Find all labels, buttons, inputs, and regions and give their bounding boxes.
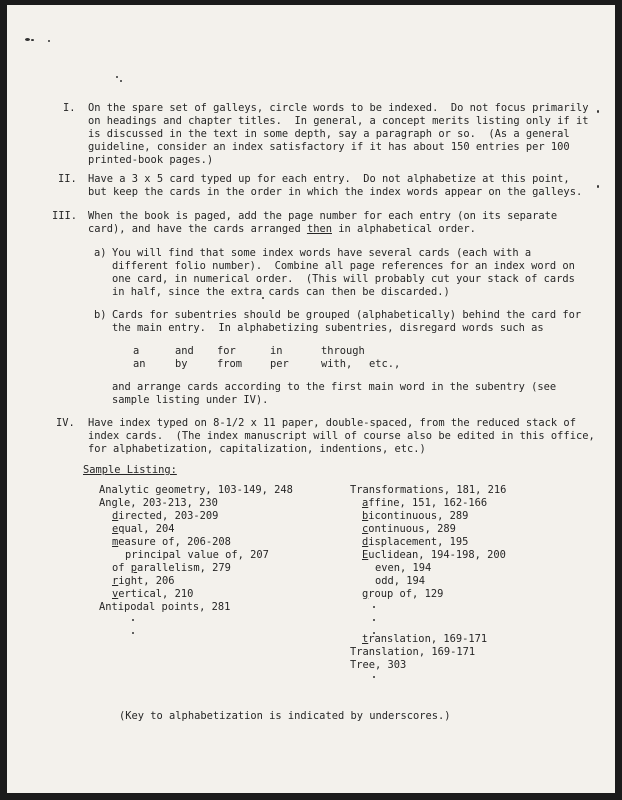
item-3-line: [88, 223, 476, 236]
document-page: [7, 5, 615, 793]
index-subentry: [362, 497, 487, 510]
entry-text: even, 194: [375, 562, 432, 574]
entry-text: ight, 206: [118, 575, 175, 587]
subitem-a-line: You will find that some index words have several cards (each with a: [112, 247, 532, 259]
item-numeral: I.: [63, 102, 76, 114]
scan-speck: [116, 76, 118, 78]
index-subentry: [362, 523, 456, 536]
sort-key: a: [362, 497, 369, 509]
index-subentry: [362, 536, 468, 549]
disregard-word: for: [217, 345, 236, 357]
item-1-line: is discussed in the text in some depth, say a paragraph or so. (As a general: [88, 128, 570, 140]
scan-speck: [31, 39, 34, 41]
footer-note: (Key to alphabetization is indicated by underscores.): [119, 710, 451, 722]
disregard-word: etc.,: [369, 358, 401, 370]
index-subentry: [112, 562, 231, 575]
scan-speck: [597, 185, 599, 188]
disregard-word: in: [270, 345, 283, 357]
entry-text: arallelism, 279: [137, 562, 231, 574]
sort-key: d: [112, 510, 119, 522]
entry-text: Translation, 169-171: [350, 646, 476, 658]
item-2-line: Have a 3 x 5 card typed up for each entry. Do not alphabetize at this point,: [88, 173, 570, 185]
index-subsubentry: [375, 575, 425, 588]
index-subentry: [362, 510, 468, 523]
sort-key: c: [362, 523, 369, 535]
subitem-marker: b): [94, 309, 107, 321]
index-subentry: [112, 523, 175, 536]
subitem-a-line: in half, since the extra cards can then be discarded.): [112, 286, 450, 298]
index-subentry: [112, 588, 193, 601]
entry-text: qual, 204: [118, 523, 175, 535]
item-4-line: index cards. (The index manuscript will of course also be edited in this office,: [88, 430, 595, 442]
index-subsubentry: [375, 562, 431, 575]
item-numeral: IV.: [56, 417, 75, 429]
entry-text: ffine, 151, 162-166: [368, 497, 488, 509]
index-entry: [99, 484, 293, 497]
disregard-word: a: [133, 345, 140, 357]
underlined-word: then: [306, 223, 332, 235]
sort-key: e: [112, 523, 119, 535]
index-subentry: [362, 633, 487, 646]
item-numeral: III.: [52, 210, 78, 222]
entry-text: principal value of, 207: [125, 549, 269, 561]
sort-key: r: [112, 575, 119, 587]
index-entry: [99, 601, 230, 614]
subitem-b-line: Cards for subentries should be grouped (alphabetically) behind the card for: [112, 309, 582, 321]
index-entry: [350, 646, 475, 659]
text-run: in alphabetical order.: [331, 223, 476, 235]
disregard-word: through: [321, 345, 365, 357]
index-subentry: [362, 549, 506, 562]
scan-speck: [597, 110, 599, 113]
subitem-a-line: one card, in numerical order. (This will probably cut your stack of cards: [112, 273, 575, 285]
entry-text: ranslation, 169-171: [368, 633, 488, 645]
item-4-line: Have index typed on 8-1/2 x 11 paper, double-spaced, from the reduced stack of: [88, 417, 576, 429]
index-entry: [350, 484, 506, 497]
index-subentry: [362, 588, 443, 601]
sort-key: p: [130, 562, 138, 574]
ellipsis-dot: [132, 619, 134, 621]
item-1-line: guideline, consider an index satisfactory if it has about 150 entries per 100: [88, 141, 570, 153]
subitem-a-line: different folio number). Combine all page references for an index word on: [112, 260, 575, 272]
sort-key: v: [112, 588, 119, 600]
sort-key: E: [362, 549, 369, 561]
disregard-word: with,: [321, 358, 353, 370]
item-numeral: II.: [58, 173, 77, 185]
item-2-line: but keep the cards in the order in which the index words appear on the galleys.: [88, 186, 583, 198]
ellipsis-dot: [373, 606, 375, 608]
entry-text: Transformations, 181, 216: [350, 484, 507, 496]
disregard-word: by: [175, 358, 188, 370]
subitem-b-line: and arrange cards according to the first main word in the subentry (see: [112, 381, 557, 393]
ellipsis-dot: [132, 632, 134, 634]
entry-text: Tree, 303: [350, 659, 407, 671]
index-subentry: [112, 575, 175, 588]
subitem-marker: a): [94, 247, 107, 259]
sample-listing-heading: Sample Listing:: [83, 464, 177, 476]
index-subentry: [112, 536, 231, 549]
sort-key: b: [362, 510, 369, 522]
sort-key: d: [362, 536, 369, 548]
item-3-line: When the book is paged, add the page number for each entry (on its separate: [88, 210, 558, 222]
entry-text: ontinuous, 289: [368, 523, 456, 535]
entry-text: icontinuous, 289: [368, 510, 469, 522]
disregard-word: and: [175, 345, 194, 357]
item-1-line: On the spare set of galleys, circle words to be indexed. Do not focus primarily: [88, 102, 589, 114]
entry-text: odd, 194: [375, 575, 426, 587]
item-4-line: for alphabetization, capitalization, indentions, etc.): [88, 443, 426, 455]
ellipsis-dot: [373, 676, 375, 678]
sort-key: m: [112, 536, 119, 548]
entry-text: Angle, 203-213, 230: [99, 497, 218, 509]
text-run: card), and have the cards arranged: [88, 223, 307, 235]
entry-text: Antipodal points, 281: [99, 601, 231, 613]
ellipsis-dot: [373, 619, 375, 621]
entry-text: of: [112, 562, 131, 574]
entry-text: easure of, 206-208: [118, 536, 231, 548]
scan-speck: [25, 38, 30, 41]
subitem-b-line: sample listing under IV).: [112, 394, 269, 406]
entry-text: uclidean, 194-198, 200: [368, 549, 506, 561]
sort-key: g: [362, 588, 369, 600]
index-entry: [99, 497, 218, 510]
disregard-word: per: [270, 358, 289, 370]
scan-speck: [120, 80, 122, 82]
scan-speck: [48, 40, 50, 42]
disregard-word: an: [133, 358, 146, 370]
entry-text: Analytic geometry, 103-149, 248: [99, 484, 293, 496]
index-subentry: [112, 510, 218, 523]
subitem-b-line: the main entry. In alphabetizing subentries, disregard words such as: [112, 322, 544, 334]
entry-text: irected, 203-209: [118, 510, 219, 522]
entry-text: isplacement, 195: [368, 536, 469, 548]
item-1-line: on headings and chapter titles. In general, a concept merits listing only if it: [88, 115, 589, 127]
index-subsubentry: [125, 549, 269, 562]
entry-text: ertical, 210: [118, 588, 194, 600]
sort-key: t: [362, 633, 369, 645]
item-1-line: printed-book pages.): [88, 154, 214, 166]
index-entry: [350, 659, 406, 672]
disregard-word: from: [217, 358, 243, 370]
entry-text: roup of, 129: [368, 588, 444, 600]
